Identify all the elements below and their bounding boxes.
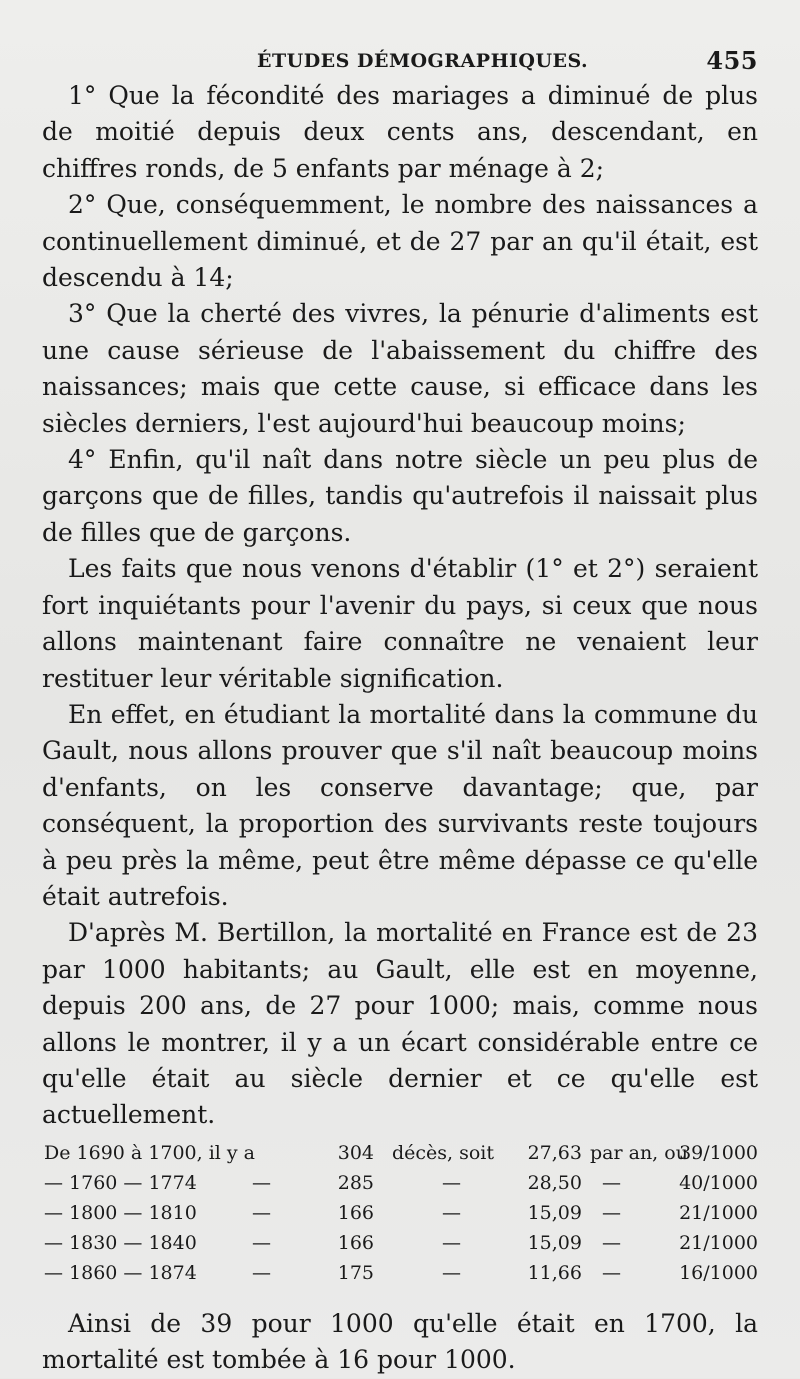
page-header	[42, 38, 758, 78]
unit-cell: décès, soit	[392, 1141, 495, 1164]
paragraph-sex-ratio: 4° Enfin, qu'il naît dans notre siècle un peu plus de garçons que de filles, tandis qu'autrefois il naissait plus de filles que de garçons.	[42, 445, 758, 547]
ditto-mark: —	[442, 1201, 461, 1224]
ditto-mark: —	[252, 1261, 271, 1284]
period-cell: De 1690 à 1700, il y a	[44, 1141, 256, 1164]
deaths-cell: 166	[337, 1201, 374, 1224]
deaths-cell: 304	[337, 1141, 374, 1164]
table-row	[42, 1262, 758, 1292]
mortality-table	[42, 1142, 758, 1292]
deaths-cell: 175	[337, 1261, 374, 1284]
period-cell: — 1860 — 1874	[44, 1261, 197, 1284]
ratio-cell: 21/1000	[679, 1201, 758, 1224]
ditto-mark: —	[602, 1201, 621, 1224]
ditto-mark: —	[252, 1171, 271, 1194]
ratio-cell: 21/1000	[679, 1231, 758, 1254]
period-cell: — 1760 — 1774	[44, 1171, 197, 1194]
rate-cell: 28,50	[527, 1171, 582, 1194]
ditto-mark: —	[252, 1231, 271, 1254]
ratio-cell: 16/1000	[679, 1261, 758, 1284]
paragraph-births: 2° Que, conséquemment, le nombre des naissances a continuellement diminué, et de 27 par an qu'il était, est descendu à 14;	[42, 190, 758, 293]
table-row	[42, 1232, 758, 1262]
paragraph-food-cost: 3° Que la cherté des vivres, la pénurie d'aliments est une cause sérieuse de l'abaissement du chiffre des naissances; mais que cette cause, si efficace dans les siècles derniers, l'est aujourd'hui beaucoup moins;	[42, 299, 758, 438]
period-cell: — 1830 — 1840	[44, 1231, 197, 1254]
rate-cell: 11,66	[527, 1261, 582, 1284]
rate-cell: 15,09	[527, 1231, 582, 1254]
table-row	[42, 1202, 758, 1232]
page-number: 455	[706, 46, 758, 75]
ditto-mark: —	[602, 1231, 621, 1254]
paragraph-mortality: En effet, en étudiant la mortalité dans la commune du Gault, nous allons prouver que s'il naît beaucoup moins d'enfants, on les conserve davantage; que, par conséquent, la proportion des survivants reste toujours à peu près la même, peut être même dépasse ce qu'elle était autrefois.	[42, 699, 758, 911]
unit-cell: par an, ou	[590, 1141, 688, 1164]
ditto-mark: —	[252, 1201, 271, 1224]
ratio-cell: 39/1000	[679, 1141, 758, 1164]
ditto-mark: —	[442, 1231, 461, 1254]
rate-cell: 15,09	[527, 1201, 582, 1224]
ratio-cell: 40/1000	[679, 1171, 758, 1194]
closing-paragraph: Ainsi de 39 pour 1000 qu'elle était en 1700, la mortalité est tombée à 16 pour 1000.	[42, 1308, 758, 1375]
paragraph-fecundity: 1° Que la fécondité des mariages a diminué de plus de moitié depuis deux cents ans, descendant, en chiffres ronds, de 5 enfants par ménage à 2;	[42, 81, 758, 183]
body-text	[42, 78, 758, 1134]
paragraph-bertillon: D'après M. Bertillon, la mortalité en France est de 23 par 1000 habitants; au Gault, elle est en moyenne, depuis 200 ans, de 27 pour 1000; mais, comme nous allons le montrer, il y a un écart considérable entre ce qu'elle était au siècle dernier et ce qu'elle est actuellement.	[42, 918, 758, 1130]
ditto-mark: —	[442, 1261, 461, 1284]
running-title: ÉTUDES DÉMOGRAPHIQUES.	[257, 50, 589, 72]
table-row	[42, 1142, 758, 1172]
ditto-mark: —	[602, 1171, 621, 1194]
deaths-cell: 166	[337, 1231, 374, 1254]
rate-cell: 27,63	[527, 1141, 582, 1164]
paragraph-facts: Les faits que nous venons d'établir (1° et 2°) seraient fort inquiétants pour l'avenir du pays, si ceux que nous allons maintenant faire connaître ne venaient leur restituer leur véritable signification.	[42, 554, 758, 693]
period-cell: — 1800 — 1810	[44, 1201, 197, 1224]
table-row	[42, 1172, 758, 1202]
deaths-cell: 285	[337, 1171, 374, 1194]
ditto-mark: —	[442, 1171, 461, 1194]
ditto-mark: —	[602, 1261, 621, 1284]
